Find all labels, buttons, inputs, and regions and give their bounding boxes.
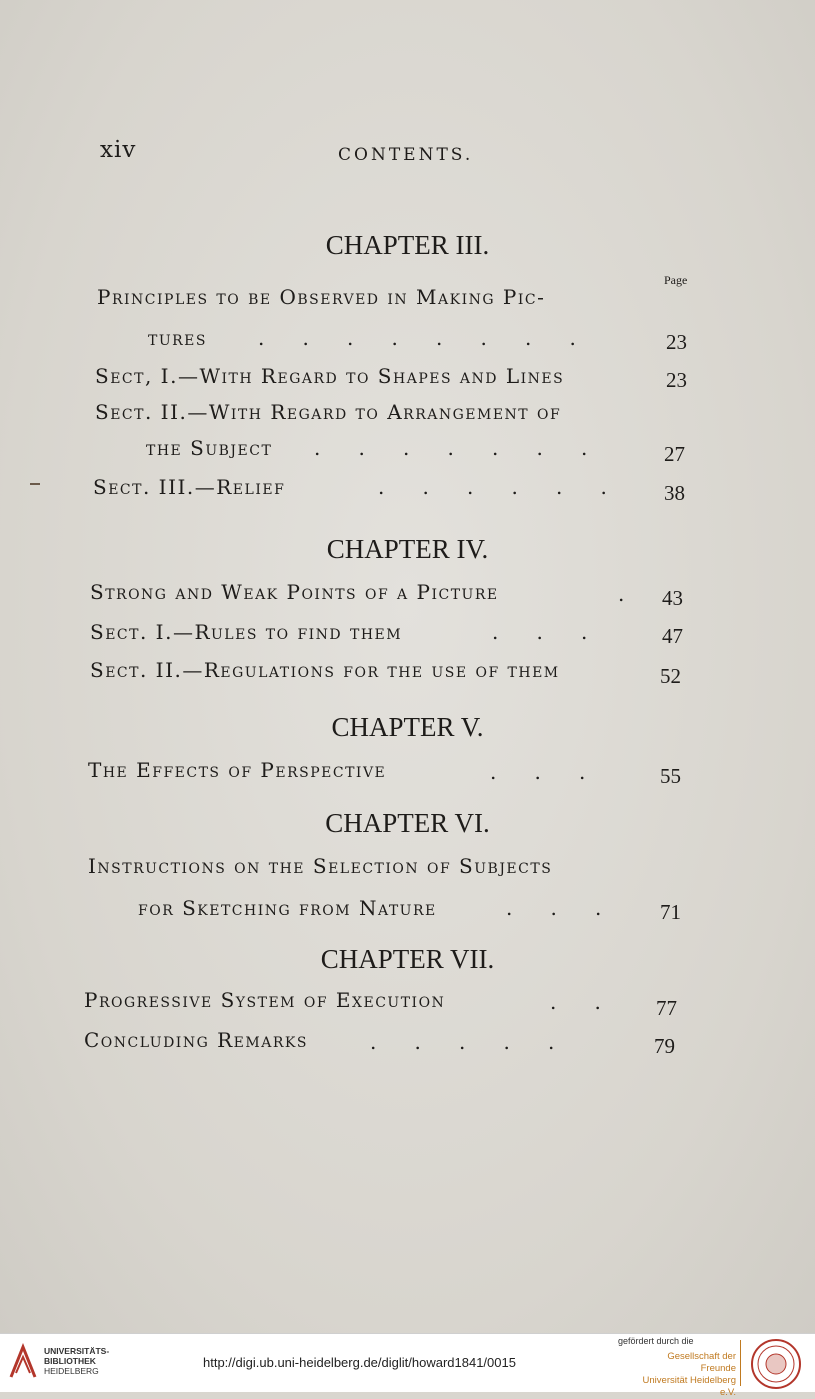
toc-entry: for Sketching from Nature (138, 896, 437, 920)
viewer-footer (0, 1333, 815, 1398)
funded-by-label: gefördert durch die (618, 1336, 694, 1346)
toc-page-number: 43 (662, 586, 683, 610)
toc-entry: Sect. II.—With Regard to Arrangement of (95, 400, 562, 424)
chapter-heading: CHAPTER VI. (325, 808, 490, 838)
toc-page-number: 77 (656, 996, 677, 1020)
society-name: Gesellschaft der Freunde Universität Heidelberg e.V. (642, 1351, 736, 1398)
library-logo-icon (8, 1343, 38, 1381)
toc-page-number: 27 (664, 442, 685, 466)
toc-page-number: 38 (664, 481, 685, 505)
margin-mark (30, 483, 40, 485)
chapter-heading: CHAPTER V. (331, 712, 484, 742)
toc-entry: Sect. I.—Rules to find them (90, 620, 403, 644)
leader-dots: . . . (506, 896, 602, 920)
toc-page-number: 23 (666, 330, 687, 354)
leader-dots: . . . . . . . . (258, 326, 576, 350)
toc-entry: Strong and Weak Points of a Picture (90, 580, 499, 604)
toc-page-number: 23 (666, 368, 687, 392)
leader-dots: . . . . . . (378, 475, 607, 499)
toc-entry: Progressive System of Execution (84, 988, 446, 1012)
toc-entry: Sect. II.—Regulations for the use of them (90, 658, 560, 682)
running-title: CONTENTS. (338, 145, 474, 165)
page-number: xiv (100, 137, 137, 163)
toc-entry: tures (148, 326, 207, 350)
chapter-heading: CHAPTER IV. (326, 534, 489, 564)
toc-page-number: 79 (654, 1034, 675, 1058)
toc-page-number: 71 (660, 900, 681, 924)
leader-dots: . . . . . (370, 1030, 555, 1054)
toc-entry: the Subject (146, 436, 273, 460)
leader-dots: . . . (492, 620, 588, 644)
toc-entry: The Effects of Perspective (88, 758, 387, 782)
leader-dots: . . . . . . . (314, 436, 588, 460)
toc-entry: Sect. III.—Relief (93, 475, 286, 499)
toc-entry: Principles to be Observed in Making Pic- (97, 285, 546, 309)
toc-entry: Concluding Remarks (84, 1028, 308, 1052)
chapter-heading: CHAPTER III. (325, 230, 490, 260)
leader-dots: . . . (490, 760, 586, 784)
chapter-heading: CHAPTER VII. (320, 944, 495, 974)
toc-page-number: 52 (660, 664, 681, 688)
leader-dots: . . (550, 990, 601, 1014)
university-seal-icon (750, 1338, 802, 1390)
toc-page-number: 47 (662, 624, 683, 648)
permalink-url[interactable]: http://digi.ub.uni-heidelberg.de/diglit/howard1841/0015 (203, 1355, 516, 1370)
toc-entry: Instructions on the Selection of Subjects (88, 854, 553, 878)
page-column-label: Page (664, 273, 688, 287)
library-name: UNIVERSITÄTS- BIBLIOTHEK HEIDELBERG (44, 1346, 110, 1376)
toc-page-number: 55 (660, 764, 681, 788)
footer-divider (740, 1340, 741, 1386)
toc-entry: Sect, I.—With Regard to Shapes and Lines (95, 364, 565, 388)
leader-dots: . (618, 582, 625, 606)
